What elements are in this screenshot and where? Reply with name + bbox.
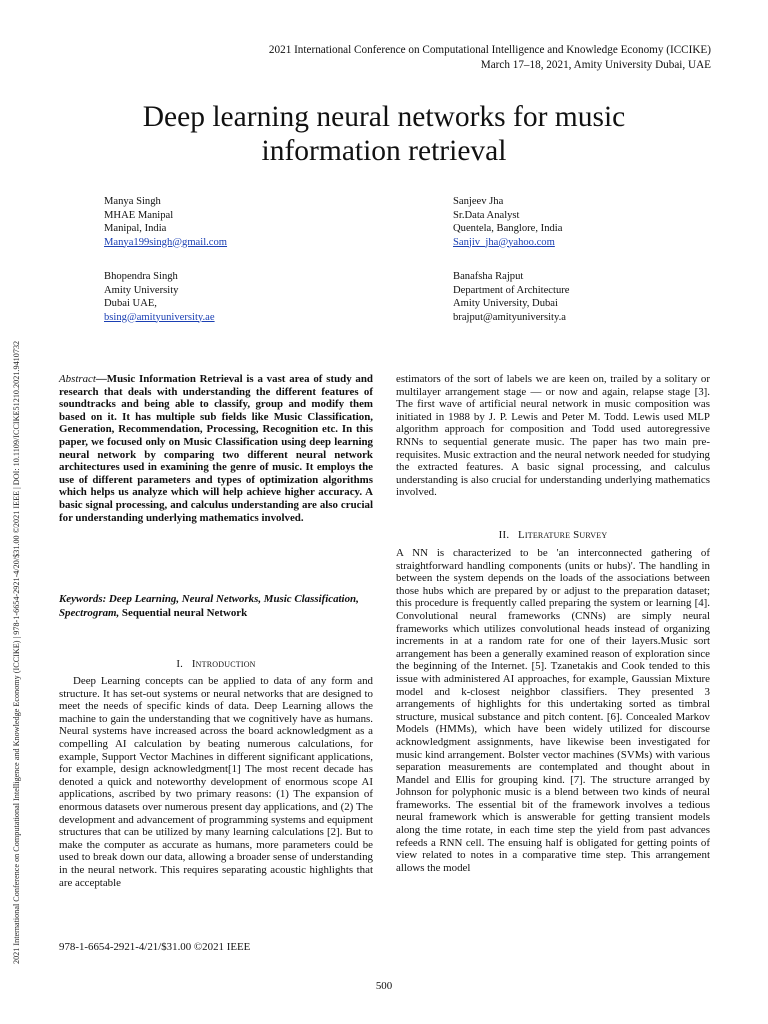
title-line-1: Deep learning neural networks for music <box>142 101 626 133</box>
abstract-text: Music Information Retrieval is a vast area of study and research that deals with understanding the different features of soundtracks and being able to classify, group and modify them based on it. It has multiple sub fields like Music Classification, Generation, Recommendation, Processing, Recognition etc. In this paper, we focused only on Music Classification using deep learning neural network by comparing two different neural network architectures used in examining the genre of music. It employs the use of different parameters and types of optimization algorithms which helps us analyze which will help achieve higher accuracy. A basic signal processing, and calculus understanding are also crucial for understanding underlying mathematics involved. <box>59 373 373 524</box>
author-location: Amity University, Dubai <box>453 298 558 309</box>
author-email-link[interactable]: Manya199singh@gmail.com <box>104 236 228 248</box>
abstract-dash: — <box>95 373 107 385</box>
author-block <box>104 270 215 324</box>
left-column <box>59 373 373 524</box>
page-number: 500 <box>375 980 393 992</box>
author-location: Dubai UAE, <box>104 298 157 309</box>
section-number: I. <box>176 658 184 670</box>
author-affiliation: Sr.Data Analyst <box>453 209 520 221</box>
introduction-body <box>59 675 373 889</box>
section-title: Introduction <box>191 658 256 670</box>
author-affiliation: MHAE Manipal <box>104 209 174 221</box>
introduction-continued-paragraph: estimators of the sort of labels we are keen on, trailed by a solitary or multilayer arrangement stage — or now and again, relapse stage [3]. The first wave of artificial neural network in music composition was initiated in 1988 by J. P. Lewis and Peter M. Todd. Lewis used MLP algorithm approach for composition and Todd used autoregressive RNNs to sequential generate music. The paper has two main pre-requisites. Music extraction and the neural network needed for studying the extracted features. A basic signal processing, and calculus understanding is also crucial for understanding underlying mathematics involved. <box>396 373 710 499</box>
literature-survey-body <box>396 547 710 874</box>
side-doi-text: 2021 International Conference on Computational Intelligence and Knowledge Economy (ICCIKE) | 978-1-6654-2921-4/20/$31.00 ©2021 IEEE | DOI: 10.1109/ICCIKE51210.2021.9410732 <box>12 340 21 964</box>
author-block <box>104 195 227 249</box>
title-line-2: information retrieval <box>261 135 507 167</box>
section-heading-introduction <box>59 658 373 670</box>
author-name: Sanjeev Jha <box>453 196 504 207</box>
right-column-intro <box>396 373 710 499</box>
keywords-label: Keywords: Deep Learning, Neural Networks, Music Classification, Spectrogram, <box>59 593 359 619</box>
author-name: Banafsha Rajput <box>453 271 524 282</box>
author-block <box>453 195 562 249</box>
keywords-paragraph <box>59 593 373 620</box>
conference-name: 2021 International Conference on Computational Intelligence and Knowledge Economy (ICCIKE) <box>268 44 711 56</box>
abstract-label: Abstract <box>59 373 96 385</box>
conference-header <box>269 43 711 73</box>
section-title: Literature Survey <box>518 529 608 541</box>
author-email-link[interactable]: Sanjiv_jha@yahoo.com <box>453 236 555 248</box>
author-affiliation: Department of Architecture <box>453 284 570 296</box>
author-name: Manya Singh <box>104 196 161 207</box>
copyright-footer: 978-1-6654-2921-4/21/$31.00 ©2021 IEEE <box>59 941 251 953</box>
author-block <box>453 270 569 324</box>
paper-title <box>60 100 708 168</box>
abstract-paragraph <box>59 373 373 524</box>
section-heading-literature-survey <box>396 529 710 541</box>
author-location: Quentela, Banglore, India <box>453 223 563 234</box>
author-name: Bhopendra Singh <box>104 271 178 282</box>
author-email-link[interactable]: bsing@amityuniversity.ae <box>104 311 215 323</box>
author-email: brajput@amityuniversity.a <box>453 311 566 323</box>
introduction-paragraph: Deep Learning concepts can be applied to data of any form and structure. It has set-out systems or neural networks that are designed to meet the needs of specific kinds of data. Deep Learning allows the machine to gain the understanding that we cognitively have as humans. Neural systems have increased across the board acknowledgment as a compelling AI calculation by beating numerous calculations, for example, Support Vector Machines in different significant applications, for example, design acknowledgment[1] The most recent decade has denoted a quick and noteworthy development of enormous scope AI applications, ascribed by two primary reasons: (1) The expansion of enormous datasets over numerous present day applications, and (2) The development and advancement of programming systems and equipment structures that can be utilized by many learning calculations [2]. But to make the computer as accurate as humans, more parameters could be used to break down our data, allowing a broader sense of understanding in the neural network. This requires separating acoustic highlights that are acceptable <box>59 675 373 889</box>
conference-date-location: March 17–18, 2021, Amity University Dubai, UAE <box>480 59 711 71</box>
literature-survey-paragraph: A NN is characterized to be 'an interconnected gathering of straightforward handling components (units or hubs)'. The handling in between the system depends on the loads of the associations between those hubs which are prepared by or adjust to the preparation dataset; this procedure is frequently called preparing the system or learning [4]. Convolutional neural frameworks (CNNs) are simply neural frameworks which utilizes convolutional heads instead of organizing increments in at a random rate for one of their layers.Music sort arrangement has been a generally examined reason of exploration since the beginning of the Internet. [5]. Tzanetakis and Cook tended to this issue with administered AI approaches, for example, Gaussian Mixture model and k-closest neighbor classifiers. They presented 3 arrangements of highlights for this undertaking sorted as timbral structure, musical substance and pitch content. [6]. Concealed Markov Models (HMMs), which have been widely utilized for discourse acknowledgment assignments, have likewise been investigated for music kind arrangement. Bolster vector machines (SVMs) with various separation measurements are contemplated and thought about in Mandel and Ellis for grouping kind. [7]. The structure arranged by Johnson for polyphonic music is a blend between two kinds of neural frameworks. The essential bit of the framework involves a tedious neural framework which is answerable for getting transient models along the time rotate, in each time step the yield from past advances refeeds a RNN cell. The ensuing half is obligated for getting points of view related to notes in a comparative time step. This arrangement allows the model <box>396 547 710 874</box>
author-location: Manipal, India <box>104 223 167 234</box>
author-affiliation: Amity University <box>104 284 179 296</box>
section-number: II. <box>498 529 510 541</box>
keywords-rest: Sequential neural Network <box>119 606 248 619</box>
